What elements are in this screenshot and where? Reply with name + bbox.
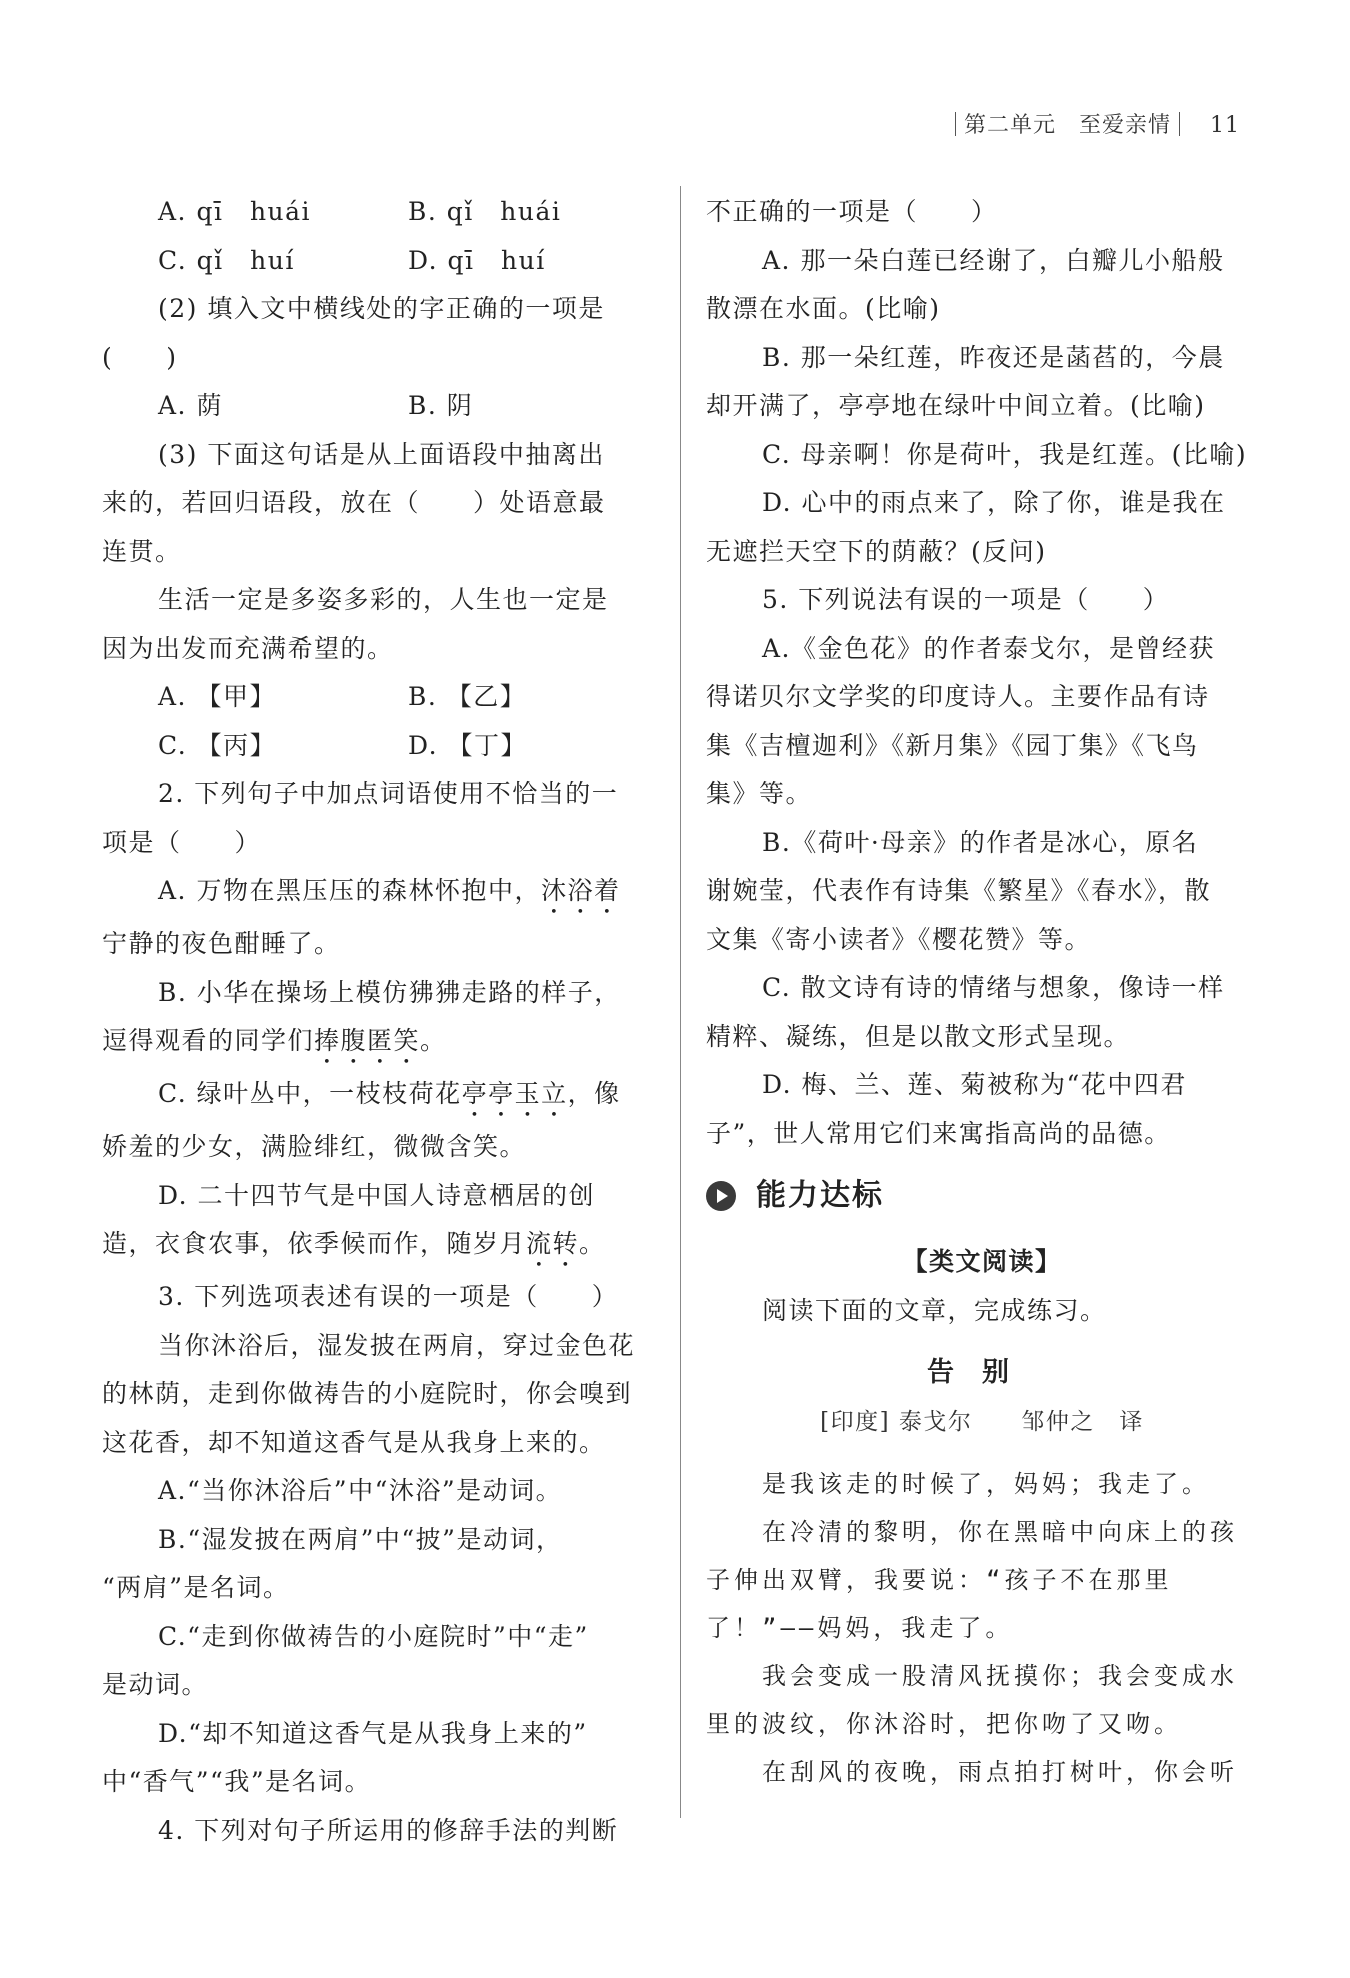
quoted-passage: 这花香，却不知道这香气是从我身上来的。 [102, 1427, 606, 1457]
option-c: C. 散文诗有诗的情绪与想象，像诗一样 [762, 973, 1225, 1002]
option-a-cont: 集《吉檀迦利》《新月集》《园丁集》《飞鸟 [706, 730, 1199, 760]
option-d-cont: 子”，世人常用它们来寓指高尚的品德。 [706, 1118, 1171, 1148]
option-c: C. qǐ huí [158, 245, 295, 275]
column-divider [680, 186, 681, 1818]
page-number: 11 [1210, 113, 1240, 138]
option-row [102, 237, 658, 286]
option-d-cont [102, 1220, 658, 1273]
play-icon [706, 1181, 736, 1211]
option-d-cont: 中“香气”“我”是名词。 [102, 1767, 372, 1796]
paragraph: 我会变成一股清风抚摸你；我会变成水 [762, 1662, 1238, 1690]
option-b: B. 阴 [408, 391, 474, 420]
paragraph-cont: 里的波纹，你沐浴时，把你吻了又吻。 [706, 1710, 1182, 1738]
left-column [102, 188, 658, 1855]
section-header [706, 1168, 1258, 1224]
option-c [102, 1070, 658, 1123]
option-c: C. 【丙】 [158, 730, 277, 760]
option-b-cont: 谢婉莹，代表作有诗集《繁星》《春水》，散 [706, 876, 1212, 905]
instruction: 阅读下面的文章，完成练习。 [762, 1295, 1107, 1325]
page-header [947, 108, 1240, 139]
option-d: D. qī huí [408, 245, 546, 275]
text: 。 [420, 1026, 447, 1055]
question-text: (3) 下面这句话是从上面语段中抽离出 [158, 439, 605, 469]
option-a: A.“当你沐浴后”中“沐浴”是动词。 [158, 1476, 563, 1505]
option-a: A. 【甲】 [158, 682, 276, 711]
option-b: B. 小华在操场上模仿狒狒走路的样子， [158, 977, 621, 1007]
text: ，像 [567, 1079, 621, 1108]
text: 逗得观看的同学们 [102, 1026, 315, 1055]
quoted-sentence: 生活一定是多姿多彩的，人生也一定是 [158, 585, 609, 614]
option-d: D. 心中的雨点来了，除了你，谁是我在 [762, 488, 1226, 517]
paragraph: 在冷清的黎明，你在黑暗中向床上的孩 [762, 1518, 1238, 1546]
option-a: A.《金色花》的作者泰戈尔，是曾经获 [762, 633, 1216, 663]
option-b: B. 那一朵红莲，昨夜还是菡萏的，今晨 [762, 342, 1225, 372]
right-column [706, 188, 1258, 1796]
option-c-cont: 精粹、凝练，但是以散文形式呈现。 [706, 1021, 1131, 1051]
text: C. 绿叶丛中，一枝枝荷花 [158, 1079, 462, 1108]
quoted-sentence: 因为出发而充满希望的。 [102, 633, 394, 663]
option-row [102, 722, 658, 771]
question-4-cont: 不正确的一项是（ ） [706, 197, 998, 226]
question-text: ( ) [102, 342, 178, 372]
option-a: A. qī huái [158, 197, 312, 226]
option-d: D. 【丁】 [408, 730, 528, 760]
text: A. 万物在黑压压的森林怀抱中， [158, 876, 541, 905]
unit-title: 第二单元 至爱亲情 [963, 113, 1171, 138]
option-b-cont: 却开满了，亭亭地在绿叶中间立着。(比喻) [706, 391, 1206, 420]
question-4: 4. 下列对句子所运用的修辞手法的判断 [158, 1815, 619, 1845]
option-row [102, 188, 658, 237]
dotted-word: 流转 [526, 1229, 580, 1258]
option-b: B. qǐ huái [408, 197, 562, 226]
paragraph-cont: 子伸出双臂，我要说：“孩子不在那里 [706, 1566, 1173, 1594]
article-title: 告别 [927, 1357, 1037, 1388]
dotted-word: 沐浴着 [540, 876, 621, 905]
article-byline: [印度] 泰戈尔 邹仲之 译 [820, 1408, 1144, 1435]
option-d-cont: 无遮拦天空下的荫蔽？(反问) [706, 536, 1047, 566]
option-c: C. 母亲啊！你是荷叶，我是红莲。(比喻) [762, 439, 1248, 469]
option-a-cont: 集》等。 [706, 779, 813, 808]
dotted-word: 捧腹匿笑 [314, 1026, 421, 1055]
header-divider [1179, 112, 1180, 136]
text: 。 [579, 1229, 606, 1258]
paragraph: 在刮风的夜晚，雨点拍打树叶，你会听 [762, 1758, 1238, 1786]
option-c-cont: 娇羞的少女，满脸绯红，微微含笑。 [102, 1132, 527, 1161]
dotted-word: 亭亭玉立 [461, 1079, 568, 1108]
text: 造，衣食农事，依季候而作，随岁月 [102, 1229, 527, 1258]
subsection-title: 【类文阅读】 [902, 1247, 1062, 1276]
paragraph: 是我该走的时候了，妈妈；我走了。 [762, 1470, 1210, 1498]
question-3: 3. 下列选项表述有误的一项是（ ） [158, 1282, 619, 1311]
quoted-passage: 当你沐浴后，湿发披在两肩，穿过金色花 [158, 1330, 636, 1360]
option-b: B.《荷叶·母亲》的作者是冰心，原名 [762, 827, 1199, 857]
article-body [706, 1460, 1258, 1796]
question-5: 5. 下列说法有误的一项是（ ） [762, 585, 1170, 614]
option-d: D.“却不知道这香气是从我身上来的” [158, 1718, 588, 1748]
option-d: D. 二十四节气是中国人诗意栖居的创 [158, 1180, 596, 1210]
paragraph-cont: 了！”——妈妈，我走了。 [706, 1614, 1014, 1642]
option-a: A. 荫 [158, 391, 223, 420]
option-a-cont: 得诺贝尔文学奖的印度诗人。主要作品有诗 [706, 682, 1210, 711]
header-divider [955, 112, 956, 136]
question-text: 来的，若回归语段，放在（ ）处语意最 [102, 488, 606, 517]
option-b-cont [102, 1017, 658, 1070]
option-a-cont: 散漂在水面。(比喻) [706, 294, 941, 323]
option-a [102, 867, 658, 920]
question-text: (2) 填入文中横线处的字正确的一项是 [158, 294, 605, 323]
option-a-cont: 宁静的夜色酣睡了。 [102, 929, 341, 958]
question-text: 连贯。 [102, 536, 182, 566]
section-title: 能力达标 [756, 1177, 884, 1213]
question-2: 项是（ ） [102, 827, 262, 857]
quoted-passage: 的林荫，走到你做祷告的小庭院时，你会嗅到 [102, 1379, 633, 1408]
option-row [102, 382, 658, 431]
option-row [102, 673, 658, 722]
option-c: C.“走到你做祷告的小庭院时”中“走” [158, 1621, 589, 1651]
option-a: A. 那一朵白莲已经谢了，白瓣儿小船般 [762, 245, 1225, 275]
question-2: 2. 下列句子中加点词语使用不恰当的一 [158, 779, 619, 808]
option-b-cont: “两肩”是名词。 [102, 1573, 290, 1602]
option-b: B. 【乙】 [408, 682, 527, 711]
option-d: D. 梅、兰、莲、菊被称为“花中四君 [762, 1070, 1187, 1099]
option-b: B.“湿发披在两肩”中“披”是动词， [158, 1524, 563, 1554]
option-c-cont: 是动词。 [102, 1670, 209, 1699]
option-b-cont: 文集《寄小读者》《樱花赞》等。 [706, 924, 1092, 954]
